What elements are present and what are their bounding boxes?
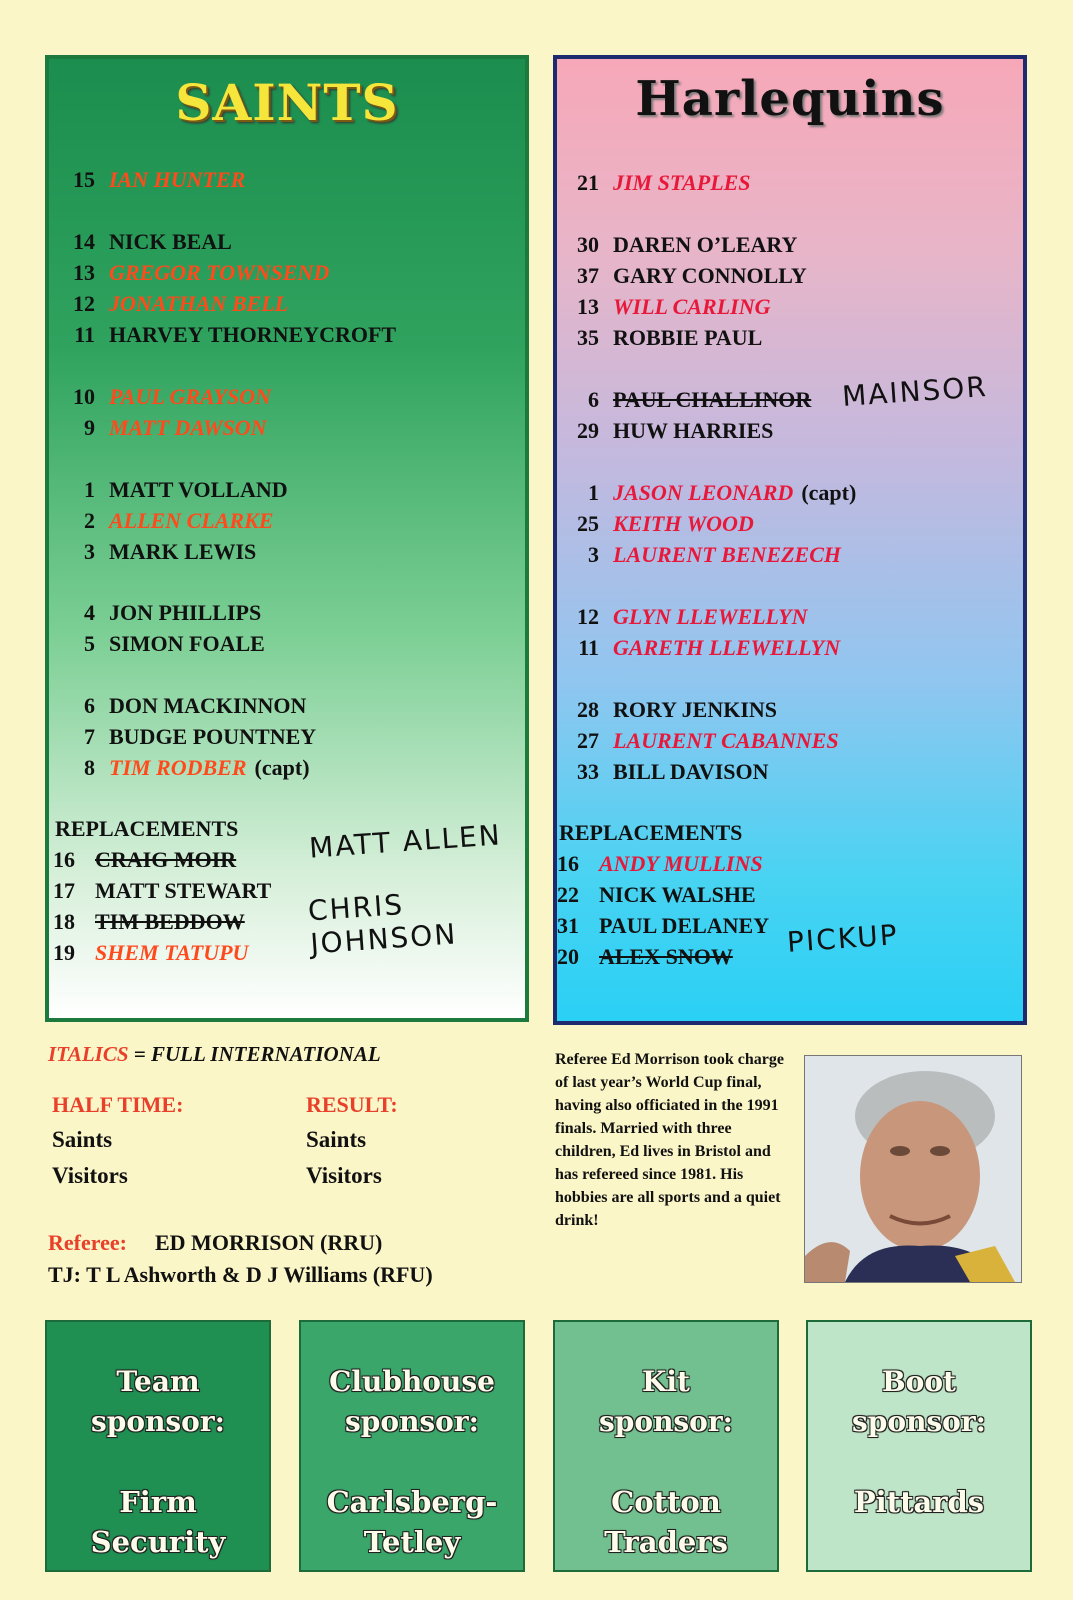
harlequins-title: Harlequins <box>635 71 945 127</box>
player-number: 2 <box>84 508 95 533</box>
replacement-row <box>557 944 733 970</box>
sponsor-label <box>47 1362 269 1442</box>
player-name: KEITH WOOD <box>613 511 754 536</box>
referee-label: Referee: <box>48 1230 127 1255</box>
player-row <box>571 511 754 537</box>
player-number: 3 <box>84 539 95 564</box>
captain-marker: (capt) <box>801 480 857 505</box>
player-name: BILL DAVISON <box>613 759 769 784</box>
player-name: DON MACKINNON <box>109 693 307 718</box>
player-number: 14 <box>73 229 95 254</box>
result-label: RESULT: <box>306 1092 398 1117</box>
sponsor-label-line2: sponsor: <box>599 1405 733 1438</box>
sponsor-name-line1: Pittards <box>853 1485 985 1519</box>
player-name: ROBBIE PAUL <box>613 325 763 350</box>
player-row <box>571 387 811 413</box>
sponsor-label-line1: Team <box>116 1365 200 1398</box>
player-number: 6 <box>84 693 95 718</box>
sponsor-label <box>555 1362 777 1442</box>
player-number: 13 <box>577 294 599 319</box>
player-number: 1 <box>588 480 599 505</box>
player-row <box>67 539 256 565</box>
player-name: LAURENT BENEZECH <box>613 542 841 567</box>
player-number: 25 <box>577 511 599 536</box>
player-name: JONATHAN BELL <box>109 291 289 316</box>
player-row <box>571 604 808 630</box>
player-name: ALLEN CLARKE <box>109 508 274 533</box>
sponsor-label <box>808 1362 1030 1442</box>
player-number: 7 <box>84 724 95 749</box>
sponsor-box <box>299 1320 525 1572</box>
player-number: 18 <box>53 909 75 934</box>
player-number: 15 <box>73 167 95 192</box>
player-number: 6 <box>588 387 599 412</box>
harlequins-team-panel <box>553 55 1027 1025</box>
sponsor-label-line2: sponsor: <box>91 1405 225 1438</box>
player-number: 20 <box>557 944 579 969</box>
player-row <box>67 415 267 441</box>
player-row <box>571 728 839 754</box>
half-time-visitors: Visitors <box>52 1163 128 1188</box>
player-row <box>571 170 751 196</box>
legend-meaning: = FULL INTERNATIONAL <box>128 1042 381 1066</box>
player-name: SHEM TATUPU <box>95 940 249 965</box>
player-name: TIM BEDDOW <box>95 909 245 934</box>
sponsor-label <box>301 1362 523 1442</box>
player-number: 31 <box>557 913 579 938</box>
player-name: ANDY MULLINS <box>599 851 763 876</box>
half-time-label: HALF TIME: <box>52 1092 184 1117</box>
player-number: 17 <box>53 878 75 903</box>
player-name: BUDGE POUNTNEY <box>109 724 317 749</box>
player-row <box>67 724 316 750</box>
player-number: 1 <box>84 477 95 502</box>
referee-name: ED MORRISON (RRU) <box>155 1230 383 1255</box>
sponsor-label-line2: sponsor: <box>345 1405 479 1438</box>
legend-italics: ITALICS <box>48 1042 129 1066</box>
player-row <box>67 167 245 193</box>
player-name: MATT DAWSON <box>109 415 267 440</box>
saints-title: SAINTS <box>175 73 399 132</box>
sponsor-name-line1: Cotton <box>611 1485 721 1519</box>
replacement-row <box>53 847 236 873</box>
player-name: SIMON FOALE <box>109 631 265 656</box>
player-row <box>67 322 396 348</box>
player-number: 37 <box>577 263 599 288</box>
player-number: 8 <box>84 755 95 780</box>
player-number: 9 <box>84 415 95 440</box>
player-name: PAUL CHALLINOR <box>613 387 812 412</box>
player-number: 3 <box>588 542 599 567</box>
player-number: 19 <box>53 940 75 965</box>
sponsor-name-line2: Traders <box>604 1525 728 1559</box>
player-name: GARETH LLEWELLYN <box>613 635 841 660</box>
handwritten-note: PICKUP <box>785 918 900 959</box>
referee-portrait-image <box>805 1056 1021 1282</box>
replacement-row <box>53 909 245 935</box>
player-name: NICK WALSHE <box>599 882 756 907</box>
player-row <box>571 418 773 444</box>
sponsor-name <box>808 1482 1030 1522</box>
player-name: GARY CONNOLLY <box>613 263 807 288</box>
sponsor-box <box>45 1320 271 1572</box>
player-number: 5 <box>84 631 95 656</box>
result-saints: Saints <box>306 1127 367 1152</box>
player-name: JON PHILLIPS <box>109 600 262 625</box>
player-number: 13 <box>73 260 95 285</box>
replacements-heading: REPLACEMENTS <box>559 820 743 845</box>
player-number: 16 <box>557 851 579 876</box>
sponsor-label-line1: Kit <box>642 1365 690 1398</box>
sponsor-name-line2: Tetley <box>363 1525 461 1559</box>
player-row <box>67 260 329 286</box>
player-row <box>67 631 265 657</box>
replacement-row <box>557 913 769 939</box>
saints-team-panel <box>45 55 529 1022</box>
result-visitors: Visitors <box>306 1163 382 1188</box>
handwritten-note: MAINSOR <box>841 369 989 414</box>
player-row <box>571 480 856 506</box>
half-time-saints: Saints <box>52 1127 113 1152</box>
player-name: GREGOR TOWNSEND <box>109 260 330 285</box>
player-name: CRAIG MOIR <box>95 847 237 872</box>
player-number: 29 <box>577 418 599 443</box>
sponsor-name-line2: Security <box>90 1525 226 1559</box>
player-row <box>67 600 261 626</box>
referee-photo <box>804 1055 1022 1283</box>
player-number: 12 <box>577 604 599 629</box>
player-row <box>67 477 288 503</box>
player-name: MARK LEWIS <box>109 539 257 564</box>
player-number: 35 <box>577 325 599 350</box>
player-row <box>67 508 273 534</box>
player-number: 11 <box>578 635 599 660</box>
player-row <box>67 291 288 317</box>
handwritten-note: MATT ALLEN <box>308 818 503 865</box>
player-name: LAURENT CABANNES <box>613 728 839 753</box>
player-row <box>571 294 770 320</box>
player-number: 12 <box>73 291 95 316</box>
sponsor-label-line1: Clubhouse <box>329 1365 495 1398</box>
player-number: 10 <box>73 384 95 409</box>
replacements-heading: REPLACEMENTS <box>55 816 239 841</box>
player-number: 4 <box>84 600 95 625</box>
player-name: TIM RODBER <box>109 755 247 780</box>
player-number: 22 <box>557 882 579 907</box>
sponsor-box <box>806 1320 1032 1572</box>
sponsor-label-line1: Boot <box>882 1365 956 1398</box>
player-number: 11 <box>74 322 95 347</box>
sponsor-box <box>553 1320 779 1572</box>
player-name: GLYN LLEWELLYN <box>613 604 808 629</box>
player-row <box>67 693 306 719</box>
sponsor-name <box>301 1482 523 1562</box>
touch-judges: TJ: T L Ashworth & D J Williams (RFU) <box>48 1262 433 1287</box>
player-row <box>571 697 777 723</box>
sponsor-name-line1: Firm <box>119 1485 197 1519</box>
player-number: 16 <box>53 847 75 872</box>
player-name: HARVEY THORNEYCROFT <box>109 322 397 347</box>
player-name: RORY JENKINS <box>613 697 778 722</box>
player-name: HUW HARRIES <box>613 418 774 443</box>
replacement-row <box>557 882 756 908</box>
captain-marker: (capt) <box>254 755 310 780</box>
italics-legend <box>48 1042 381 1067</box>
player-row <box>67 229 232 255</box>
player-name: JASON LEONARD <box>613 480 794 505</box>
replacement-row <box>53 878 271 904</box>
player-number: 33 <box>577 759 599 784</box>
sponsor-name <box>555 1482 777 1562</box>
player-name: PAUL DELANEY <box>599 913 770 938</box>
player-name: ALEX SNOW <box>599 944 733 969</box>
handwritten-note: CHRIS JOHNSON <box>306 887 459 961</box>
player-name: PAUL GRAYSON <box>109 384 271 409</box>
player-row <box>571 635 840 661</box>
player-number: 21 <box>577 170 599 195</box>
player-row <box>67 384 271 410</box>
player-row <box>571 232 797 258</box>
referee-bio: Referee Ed Morrison took charge of last year’s World Cup final, having also officiated in the 1991 finals. Married with three children, Ed lives in Bristol and has refereed since 1981. His hobbies are all sports and a quiet drink! <box>555 1051 784 1229</box>
player-name: DAREN O’LEARY <box>613 232 798 257</box>
player-name: JIM STAPLES <box>613 170 751 195</box>
player-number: 27 <box>577 728 599 753</box>
player-row <box>571 263 807 289</box>
player-name: WILL CARLING <box>613 294 771 319</box>
sponsor-label-line2: sponsor: <box>852 1405 986 1438</box>
player-name: MATT STEWART <box>95 878 272 903</box>
player-name: MATT VOLLAND <box>109 477 288 502</box>
player-row <box>67 755 310 781</box>
player-row <box>571 542 841 568</box>
player-name: IAN HUNTER <box>109 167 246 192</box>
sponsor-name-line1: Carlsberg- <box>326 1485 498 1519</box>
player-name: NICK BEAL <box>109 229 232 254</box>
sponsor-name <box>47 1482 269 1562</box>
replacement-row <box>53 940 248 966</box>
player-row <box>571 759 769 785</box>
player-number: 28 <box>577 697 599 722</box>
replacement-row <box>557 851 763 877</box>
player-number: 30 <box>577 232 599 257</box>
player-row <box>571 325 762 351</box>
